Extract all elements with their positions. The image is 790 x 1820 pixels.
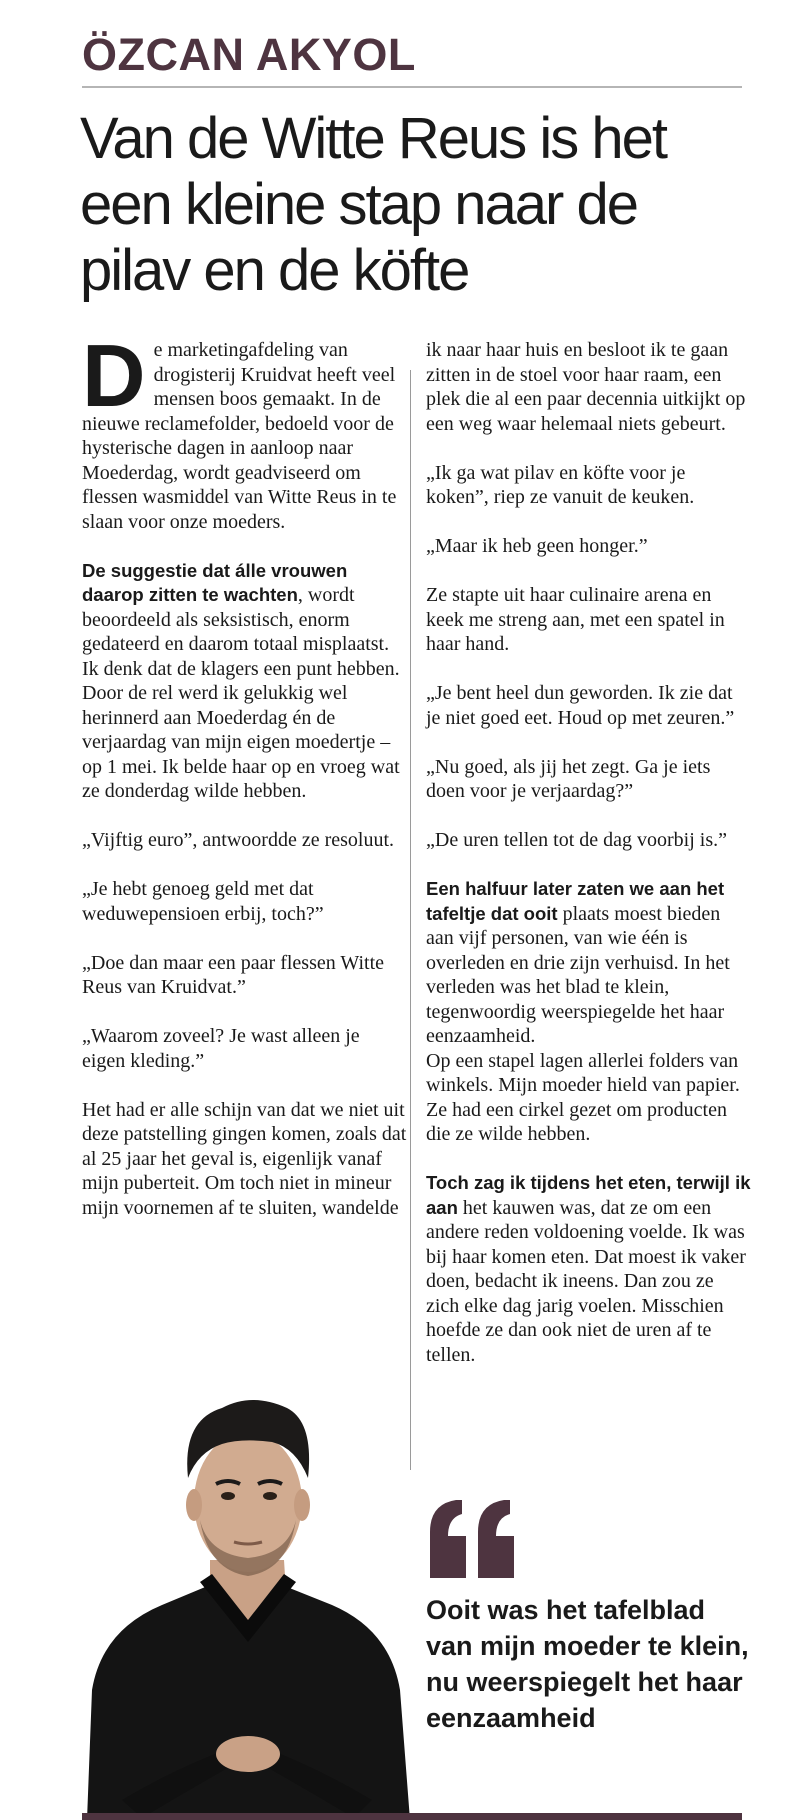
quote-icon xyxy=(426,1500,518,1578)
paragraph: „Waarom zoveel? Je wast alleen je eigen kleding.” xyxy=(82,1025,360,1072)
article-column-left xyxy=(82,326,407,1245)
paragraph xyxy=(426,1171,751,1367)
ear-right xyxy=(294,1489,310,1521)
paragraph-text: , wordt beoordeeld als seksistisch, enorm gedateerd en daarom totaal misplaatst. Ik denk dat de klagers een punt hebben. Door de rel werd ik gelukkig wel herinnerd aan Moederdag én de verjaardag van mijn eigen moedertje – op 1 mei. Ik belde haar op en vroeg wat ze donderdag wilde hebben. xyxy=(82,584,400,802)
paragraph: „Ik ga wat pilav en köfte voor je koken”, riep ze vanuit de keuken. xyxy=(426,461,695,508)
paragraph-text: plaats moest bieden aan vijf personen, van wie één is overleden en drie zijn verhuisd. In het verleden was het blad te klein, tegenwoordig weerspiegelde het haar eenzaamheid. xyxy=(426,902,730,1047)
paragraph-text: het kauwen was, dat ze om een andere reden voldoening voelde. Ik was bij haar komen eten. Dat moest ik vaker doen, bedacht ik ineens. Dan zou ze zich elke dag jarig voelen. Misschien hoefde ze dan ook niet de uren af te tellen. xyxy=(426,1196,746,1366)
headline: Van de Witte Reus is het een kleine stap naar de pilav en de köfte xyxy=(80,106,667,303)
paragraph xyxy=(426,877,751,1049)
paragraph-lead: De suggestie dat álle vrouwen daarop zitten te wachten xyxy=(82,559,348,605)
eye-right xyxy=(263,1492,277,1500)
paragraph-text: e marketingafdeling van drogisterij Kruidvat heeft veel mensen boos gemaakt. In de nieuwe reclamefolder, bedoeld voor de hysterische dagen in aanloop naar Moederdag, wordt geadviseerd om flessen wasmiddel van Witte Reus in te slaan voor onze moeders. xyxy=(82,339,397,533)
author-name: ÖZCAN AKYOL xyxy=(82,29,416,80)
paragraph: „Nu goed, als jij het zegt. Ga je iets doen voor je verjaardag?” xyxy=(426,755,711,802)
paragraph-lead: Een halfuur later zaten we aan het tafeltje dat ooit xyxy=(426,878,725,924)
author-portrait xyxy=(82,1330,412,1820)
drop-cap: D xyxy=(82,326,146,425)
paragraph: ik naar haar huis en besloot ik te gaan zitten in de stoel voor haar raam, een plek die al een paar decennia uitkijkt op een weg waar helemaal niets gebeurt. xyxy=(426,339,746,435)
header-divider xyxy=(82,86,742,88)
face-shape xyxy=(194,1432,302,1572)
eye-left xyxy=(221,1492,235,1500)
paragraph: „Je hebt genoeg geld met dat weduwepensioen erbij, toch?” xyxy=(82,878,324,925)
column-divider xyxy=(410,370,411,1470)
paragraph: Het had er alle schijn van dat we niet uit deze patstelling gingen komen, zoals dat al 25 jaar het geval is, eigenlijk vanaf mijn puberteit. Om toch niet in mineur mijn voornemen af te sluiten, wandelde xyxy=(82,1098,407,1219)
paragraph-lead: Toch zag ik tijdens het eten, terwijl ik aan xyxy=(426,1172,751,1218)
paragraph-intro xyxy=(82,326,407,534)
hands-shape xyxy=(216,1736,280,1772)
paragraph: „Je bent heel dun geworden. Ik zie dat je niet goed eet. Houd op met zeuren.” xyxy=(426,682,735,729)
pull-quote: Ooit was het tafelblad van mijn moeder te klein, nu weerspiegelt het haar eenzaamheid xyxy=(426,1595,749,1733)
paragraph xyxy=(82,559,407,804)
paragraph: Ze stapte uit haar culinaire arena en keek me streng aan, met een spatel in haar hand. xyxy=(426,584,725,655)
footer-bar xyxy=(82,1813,742,1820)
paragraph: Op een stapel lagen allerlei folders van winkels. Mijn moeder hield van papier. Ze had een cirkel gezet om producten die ze wilde hebben. xyxy=(426,1049,740,1145)
paragraph: „De uren tellen tot de dag voorbij is.” xyxy=(426,829,728,851)
paragraph: „Maar ik heb geen honger.” xyxy=(426,535,648,557)
ear-left xyxy=(186,1489,202,1521)
article-column-right xyxy=(426,338,751,1392)
paragraph: „Vijftig euro”, antwoordde ze resoluut. xyxy=(82,829,395,851)
paragraph: „Doe dan maar een paar flessen Witte Reus van Kruidvat.” xyxy=(82,951,385,998)
